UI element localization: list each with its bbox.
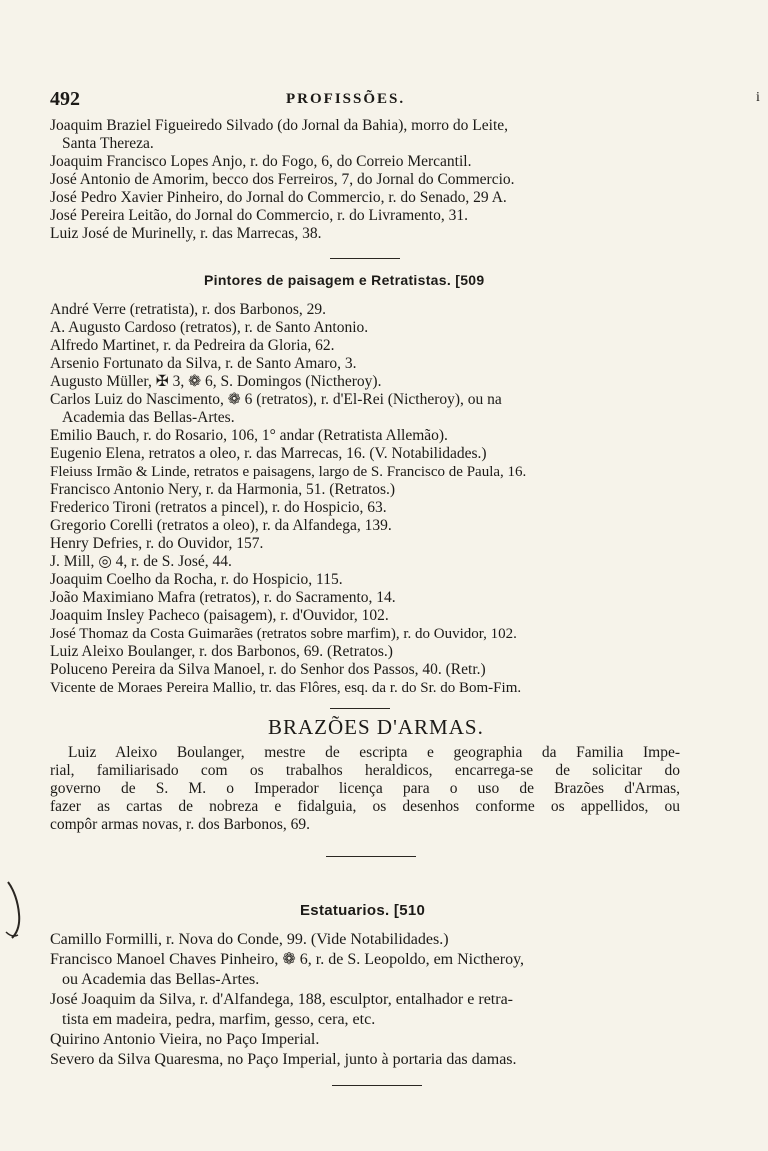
entry-line: Henry Defries, r. do Ouvidor, 157. (50, 535, 264, 552)
entry-line: José Pereira Leitão, do Jornal do Commercio, r. do Livramento, 31. (50, 207, 468, 224)
entry-line: Gregorio Corelli (retratos a oleo), r. da Alfandega, 139. (50, 517, 392, 534)
entry-line: José Joaquim da Silva, r. d'Alfandega, 188, esculptor, entalhador e retra- (50, 991, 513, 1008)
entry-line: Joaquim Braziel Figueiredo Silvado (do Jornal da Bahia), morro do Leite, (50, 117, 508, 134)
entry-line: Camillo Formilli, r. Nova do Conde, 99. (Vide Notabilidades.) (50, 931, 449, 948)
entry-line: A. Augusto Cardoso (retratos), r. de Santo Antonio. (50, 319, 369, 336)
section-rule (330, 258, 400, 259)
running-head: PROFISSÕES. (286, 91, 406, 107)
entry-line: Vicente de Moraes Pereira Mallio, tr. das Flôres, esq. da r. do Sr. do Bom-Fim. (50, 680, 522, 696)
entry-line: Severo da Silva Quaresma, no Paço Imperial, junto à portaria das damas. (50, 1051, 517, 1068)
section-rule (326, 856, 416, 857)
entry-line: Emilio Bauch, r. do Rosario, 106, 1° andar (Retratista Allemão). (50, 427, 448, 444)
entry-line: Academia das Bellas-Artes. (62, 409, 235, 426)
entry-line: Luiz Aleixo Boulanger, r. dos Barbonos, 69. (Retratos.) (50, 643, 393, 660)
entry-line: Fleiuss Irmão & Linde, retratos e paisagens, largo de S. Francisco de Paula, 16. (50, 464, 527, 480)
entry-line: tista em madeira, pedra, marfim, gesso, cera, etc. (62, 1011, 376, 1028)
entry-line: Francisco Antonio Nery, r. da Harmonia, 51. (Retratos.) (50, 481, 396, 498)
paragraph-line: rial, familiarisado com os trabalhos heraldicos, encarrega-se de solicitar do (50, 762, 680, 779)
entry-line: ou Academia das Bellas-Artes. (62, 971, 260, 988)
section-title-brazoes: BRAZÕES D'ARMAS. (268, 715, 484, 739)
entry-line: Poluceno Pereira da Silva Manoel, r. do Senhor dos Passos, 40. (Retr.) (50, 661, 486, 678)
entry-line: Frederico Tironi (retratos a pincel), r. do Hospicio, 63. (50, 499, 387, 516)
entry-line: João Maximiano Mafra (retratos), r. do Sacramento, 14. (50, 589, 396, 606)
entry-line: Carlos Luiz do Nascimento, ❁ 6 (retratos), r. d'El-Rei (Nictheroy), ou na (50, 391, 502, 408)
entry-line: Quirino Antonio Vieira, no Paço Imperial. (50, 1031, 320, 1048)
section-rule (330, 708, 390, 709)
section-title-estatuarios: Estatuarios. [510 (300, 902, 426, 919)
entry-line: J. Mill, ◎ 4, r. de S. José, 44. (50, 553, 232, 570)
edge-mark: i (756, 90, 760, 105)
scan-margin-mark (4, 880, 26, 940)
paragraph-line: governo de S. M. o Imperador licença para o uso de Brazões d'Armas, (50, 780, 680, 797)
entry-line: Alfredo Martinet, r. da Pedreira da Gloria, 62. (50, 337, 335, 354)
entry-line: José Antonio de Amorim, becco dos Ferreiros, 7, do Jornal do Commercio. (50, 171, 515, 188)
paragraph-line: compôr armas novas, r. dos Barbonos, 69. (50, 816, 311, 833)
paragraph-line: fazer as cartas de nobreza e fidalguia, os desenhos conforme os appellidos, ou (50, 798, 680, 815)
entry-line: José Thomaz da Costa Guimarães (retratos sobre marfim), r. do Ouvidor, 102. (50, 626, 517, 642)
entry-line: Eugenio Elena, retratos a oleo, r. das Marrecas, 16. (V. Notabilidades.) (50, 445, 487, 462)
entry-line: Joaquim Francisco Lopes Anjo, r. do Fogo, 6, do Correio Mercantil. (50, 153, 472, 170)
page-header (50, 88, 760, 112)
entry-line: José Pedro Xavier Pinheiro, do Jornal do Commercio, r. do Senado, 29 A. (50, 189, 507, 206)
section-title-pintores: Pintores de paisagem e Retratistas. [509 (204, 272, 485, 288)
entry-line: Joaquim Insley Pacheco (paisagem), r. d'Ouvidor, 102. (50, 607, 389, 624)
entry-line: Joaquim Coelho da Rocha, r. do Hospicio, 115. (50, 571, 343, 588)
entry-line: Luiz José de Murinelly, r. das Marrecas, 38. (50, 225, 322, 242)
entry-line: Augusto Müller, ✠ 3, ❁ 6, S. Domingos (Nictheroy). (50, 373, 382, 390)
entry-line: Arsenio Fortunato da Silva, r. de Santo Amaro, 3. (50, 355, 357, 372)
entry-line: Francisco Manoel Chaves Pinheiro, ❁ 6, r. de S. Leopoldo, em Nictheroy, (50, 951, 525, 968)
entry-line: André Verre (retratista), r. dos Barbonos, 29. (50, 301, 327, 318)
page-number: 492 (50, 88, 80, 110)
section-rule (332, 1085, 422, 1086)
paragraph-line: Luiz Aleixo Boulanger, mestre de escripta e geographia da Familia Impe- (68, 744, 680, 761)
entry-line: Santa Thereza. (62, 135, 154, 152)
